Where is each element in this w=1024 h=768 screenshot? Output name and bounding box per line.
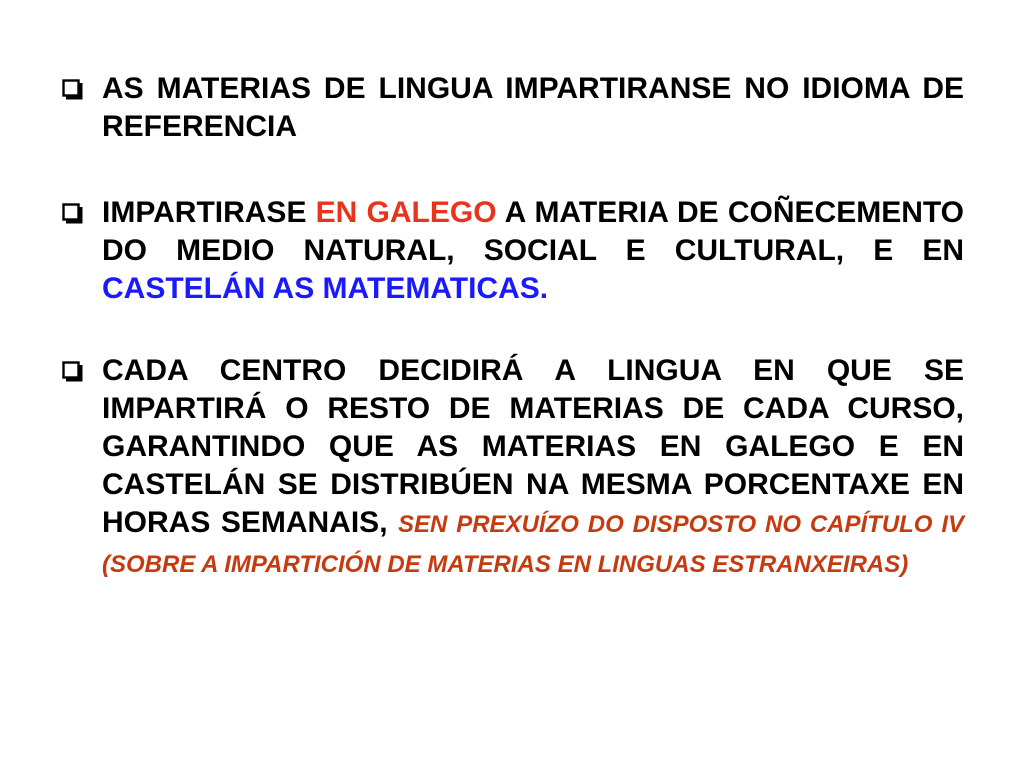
bullet-item-2 bbox=[62, 194, 964, 308]
checkbox-square-icon bbox=[62, 79, 84, 101]
checkbox-square-icon bbox=[62, 203, 84, 225]
bullet-text bbox=[102, 70, 964, 146]
checkbox-square-icon bbox=[62, 361, 84, 383]
bullet-1-text: AS MATERIAS DE LINGUA IMPARTIRANSE NO IDIOMA DE REFERENCIA bbox=[102, 72, 964, 143]
bullet-list bbox=[62, 70, 964, 632]
bullet-text bbox=[102, 352, 964, 584]
bullet-item-3 bbox=[62, 352, 964, 584]
bullet-text bbox=[102, 194, 964, 308]
highlight-galego: EN GALEGO bbox=[315, 196, 497, 229]
bullet-3-text: CADA CENTRO DECIDIRÁ A LINGUA EN QUE SE IMPARTIRÁ O RESTO DE MATERIAS DE CADA CURSO, GARANTINDO QUE AS MATERIAS EN GALEGO E EN CASTELÁN SE DISTRIBÚEN NA MESMA PORCENTAXE EN HORAS SEMANAIS, bbox=[102, 354, 964, 539]
bullet-2-text-start: IMPARTIRASE bbox=[102, 196, 316, 229]
note-sen-prexuizo: SEN PREXUÍZO DO DISPOSTO NO CAPÍTULO IV (SOBRE A IMPARTICIÓN DE MATERIAS EN LINGUAS ESTRANXEIRAS) bbox=[102, 511, 964, 578]
highlight-castelan: CASTELÁN AS MATEMATICAS. bbox=[102, 272, 549, 305]
bullet-2-text-middle: A MATERIA DE COÑECEMENTO DO MEDIO NATURAL, SOCIAL E CULTURAL, E EN bbox=[102, 196, 965, 267]
bullet-item-1 bbox=[62, 70, 964, 146]
